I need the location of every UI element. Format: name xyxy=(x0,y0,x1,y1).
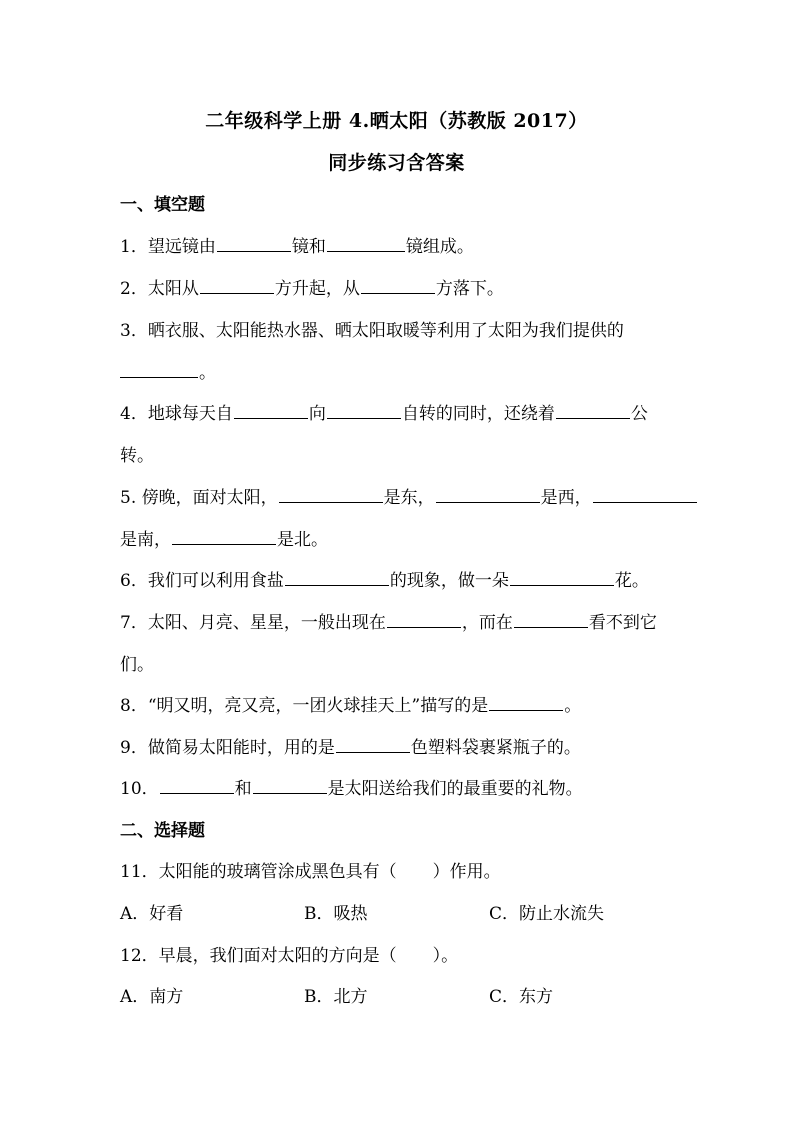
question-7: 7．太阳、月亮、星星，一般出现在 ，而在 看不到它 xyxy=(120,613,657,633)
question-5-continued: 是南， 是北。 xyxy=(120,530,328,550)
question-2: 2．太阳从 方升起，从 方落下。 xyxy=(120,279,504,299)
answer-blank xyxy=(510,569,614,586)
worksheet-title: 二年级科学上册 4.晒太阳（苏教版 2017） xyxy=(205,110,588,132)
answer-blank xyxy=(489,694,563,711)
question-6: 6．我们可以利用食盐 的现象，做一朵 花。 xyxy=(120,571,649,591)
answer-blank xyxy=(387,611,461,628)
answer-blank xyxy=(234,402,308,419)
question-12: 12．早晨，我们面对太阳的方向是（ ）。 xyxy=(120,946,459,966)
q12-option-b: B．北方 xyxy=(304,987,368,1007)
question-5: 5. 傍晚，面对太阳， 是东， 是西， xyxy=(120,483,680,508)
answer-blank xyxy=(279,486,383,503)
answer-blank xyxy=(160,777,234,794)
question-3-continued: 。 xyxy=(120,358,680,383)
question-9: 9．做简易太阳能时，用的是 色塑料袋裹紧瓶子的。 xyxy=(120,738,581,758)
question-4-continued: 转。 xyxy=(120,446,154,466)
q11-option-a: A．好看 xyxy=(120,904,184,924)
question-3: 3．晒衣服、太阳能热水器、晒太阳取暖等利用了太阳为我们提供的 xyxy=(120,321,624,341)
answer-blank xyxy=(253,777,327,794)
answer-blank xyxy=(593,486,697,503)
question-8: 8．“明又明，亮又亮，一团火球挂天上”描写的是 。 xyxy=(120,696,582,716)
question-11: 11．太阳能的玻璃管涂成黑色具有（ ）作用。 xyxy=(120,862,501,882)
answer-blank xyxy=(200,277,274,294)
answer-blank xyxy=(285,569,389,586)
answer-blank xyxy=(327,235,405,252)
answer-blank xyxy=(436,486,540,503)
answer-blank xyxy=(120,361,198,378)
question-4: 4．地球每天自 向 自转的同时，还绕着 公 xyxy=(120,404,648,424)
question-1: 1．望远镜由 镜和 镜组成。 xyxy=(120,237,474,257)
answer-blank xyxy=(172,528,276,545)
question-10: 10． 和 是太阳送给我们的最重要的礼物。 xyxy=(120,779,583,799)
answer-blank xyxy=(361,277,435,294)
q12-option-a: A．南方 xyxy=(120,987,184,1007)
question-7-continued: 们。 xyxy=(120,655,154,675)
answer-blank xyxy=(336,736,410,753)
worksheet-subtitle: 同步练习含答案 xyxy=(328,152,465,174)
answer-blank xyxy=(217,235,291,252)
section-heading-multiple-choice: 二、选择题 xyxy=(120,821,205,841)
q12-option-c: C．东方 xyxy=(489,987,554,1007)
section-heading-fill-in: 一、填空题 xyxy=(120,195,205,215)
q11-option-c: C．防止水流失 xyxy=(489,904,605,924)
answer-blank xyxy=(556,402,630,419)
answer-blank xyxy=(327,402,401,419)
q11-option-b: B．吸热 xyxy=(304,904,368,924)
answer-blank xyxy=(514,611,588,628)
